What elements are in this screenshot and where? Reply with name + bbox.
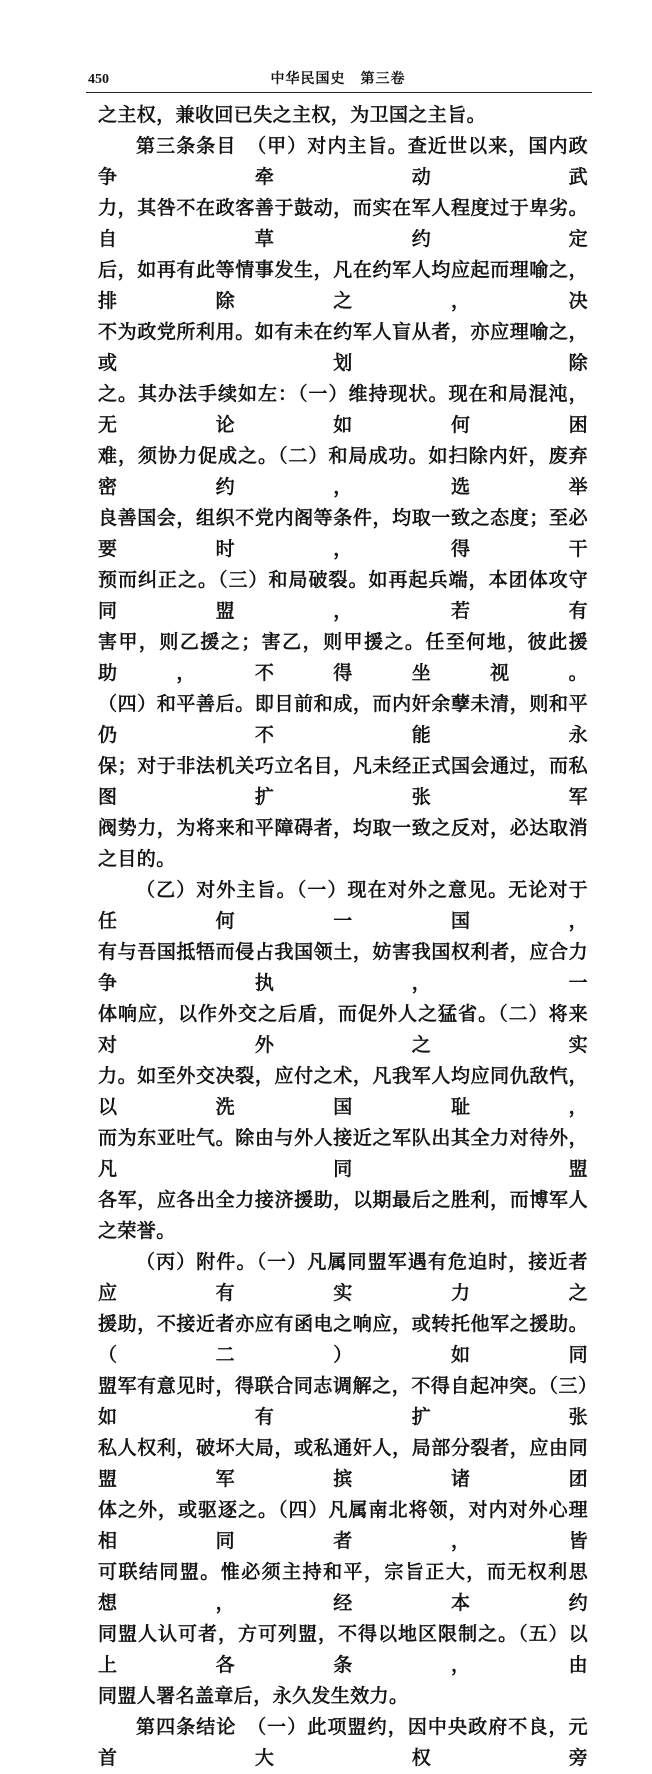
text-line: （四）和平善后。即目前和成，而内奸余孽未清，则和平仍不能永 [98, 693, 588, 746]
text-line: 之主权，兼收回已失之主权，为卫国之主旨。 [98, 104, 487, 126]
text-line: （乙）对外主旨。（一）现在对外之意见。无论对于任何一国， [98, 879, 588, 932]
text-line: 不为政党所利用。如有未在约军人盲从者，亦应理喻之，或划除 [98, 321, 588, 374]
text-line: 力。如至外交决裂，应付之术，凡我军人均应同仇敌忾，以洗国耻， [98, 1065, 588, 1118]
text-line: 有与吾国抵牾而侵占我国领土，妨害我国权利者，应合力争执，一 [98, 941, 588, 994]
text-line: （丙）附件。（一）凡属同盟军遇有危迫时，接近者应有实力之 [98, 1251, 588, 1304]
text-line: 同盟人认可者，方可列盟，不得以地区限制之。（五）以上各条，由 [98, 1623, 588, 1676]
text-line: 预而纠正之。（三）和局破裂。如再起兵端，本团体攻守同盟，若有 [98, 569, 588, 622]
text-line: 阀势力，为将来和平障碍者，均取一致之反对，必达取消之目的。 [98, 817, 588, 870]
text-line: 第三条条目 （甲）对内主旨。查近世以来，国内政争牵动武 [98, 135, 588, 188]
text-line: 害甲，则乙援之；害乙，则甲援之。任至何地，彼此援助，不得坐视。 [98, 631, 588, 684]
running-head: 中华民国史 第三卷 [270, 71, 406, 87]
text-line: 体之外，或驱逐之。（四）凡属南北将领，对内对外心理相同者，皆 [98, 1499, 588, 1552]
text-line: 可联结同盟。惟必须主持和平，宗旨正大，而无权利思想，经本约 [98, 1561, 588, 1614]
text-line: 同盟人署名盖章后，永久发生效力。 [98, 1685, 409, 1707]
body-text [98, 100, 588, 1774]
text-line: 各军，应各出全力接济援助，以期最后之胜利，而博军人之荣誉。 [98, 1189, 588, 1242]
text-line: 之。其办法手续如左：（一）维持现状。现在和局混沌，无论如何困 [98, 383, 588, 436]
text-line: 第四条结论 （一）此项盟约，因中央政府不良，元首大权旁 [98, 1716, 588, 1769]
text-line: 而为东亚吐气。除由与外人接近之军队出其全力对待外，凡同盟 [98, 1127, 588, 1180]
text-line: 力，其咎不在政客善于鼓动，而实在军人程度过于卑劣。自草约定 [98, 197, 588, 250]
text-line: 体响应，以作外交之后盾，而促外人之猛省。（二）将来对外之实 [98, 1003, 588, 1056]
page-header [88, 60, 588, 88]
header-rule [86, 92, 592, 93]
text-line: 援助，不接近者亦应有函电之响应，或转托他军之援助。（二）如同 [98, 1313, 588, 1366]
page-number: 450 [88, 72, 109, 87]
text-line: 私人权利，破坏大局，或私通奸人，局部分裂者，应由同盟军摈诸团 [98, 1437, 588, 1490]
text-line: 后，如再有此等情事发生，凡在约军人均应起而理喻之，排除之，决 [98, 259, 588, 312]
text-line: 盟军有意见时，得联合同志调解之，不得自起冲突。（三）如有扩张 [98, 1375, 588, 1428]
text-line: 难，须协力促成之。（二）和局成功。如扫除内奸，废弃密约，选举 [98, 445, 588, 498]
text-line: 良善国会，组织不党内阁等条件，均取一致之态度；至必要时，得干 [98, 507, 588, 560]
text-line: 保；对于非法机关巧立名目，凡未经正式国会通过，而私图扩张军 [98, 755, 588, 808]
